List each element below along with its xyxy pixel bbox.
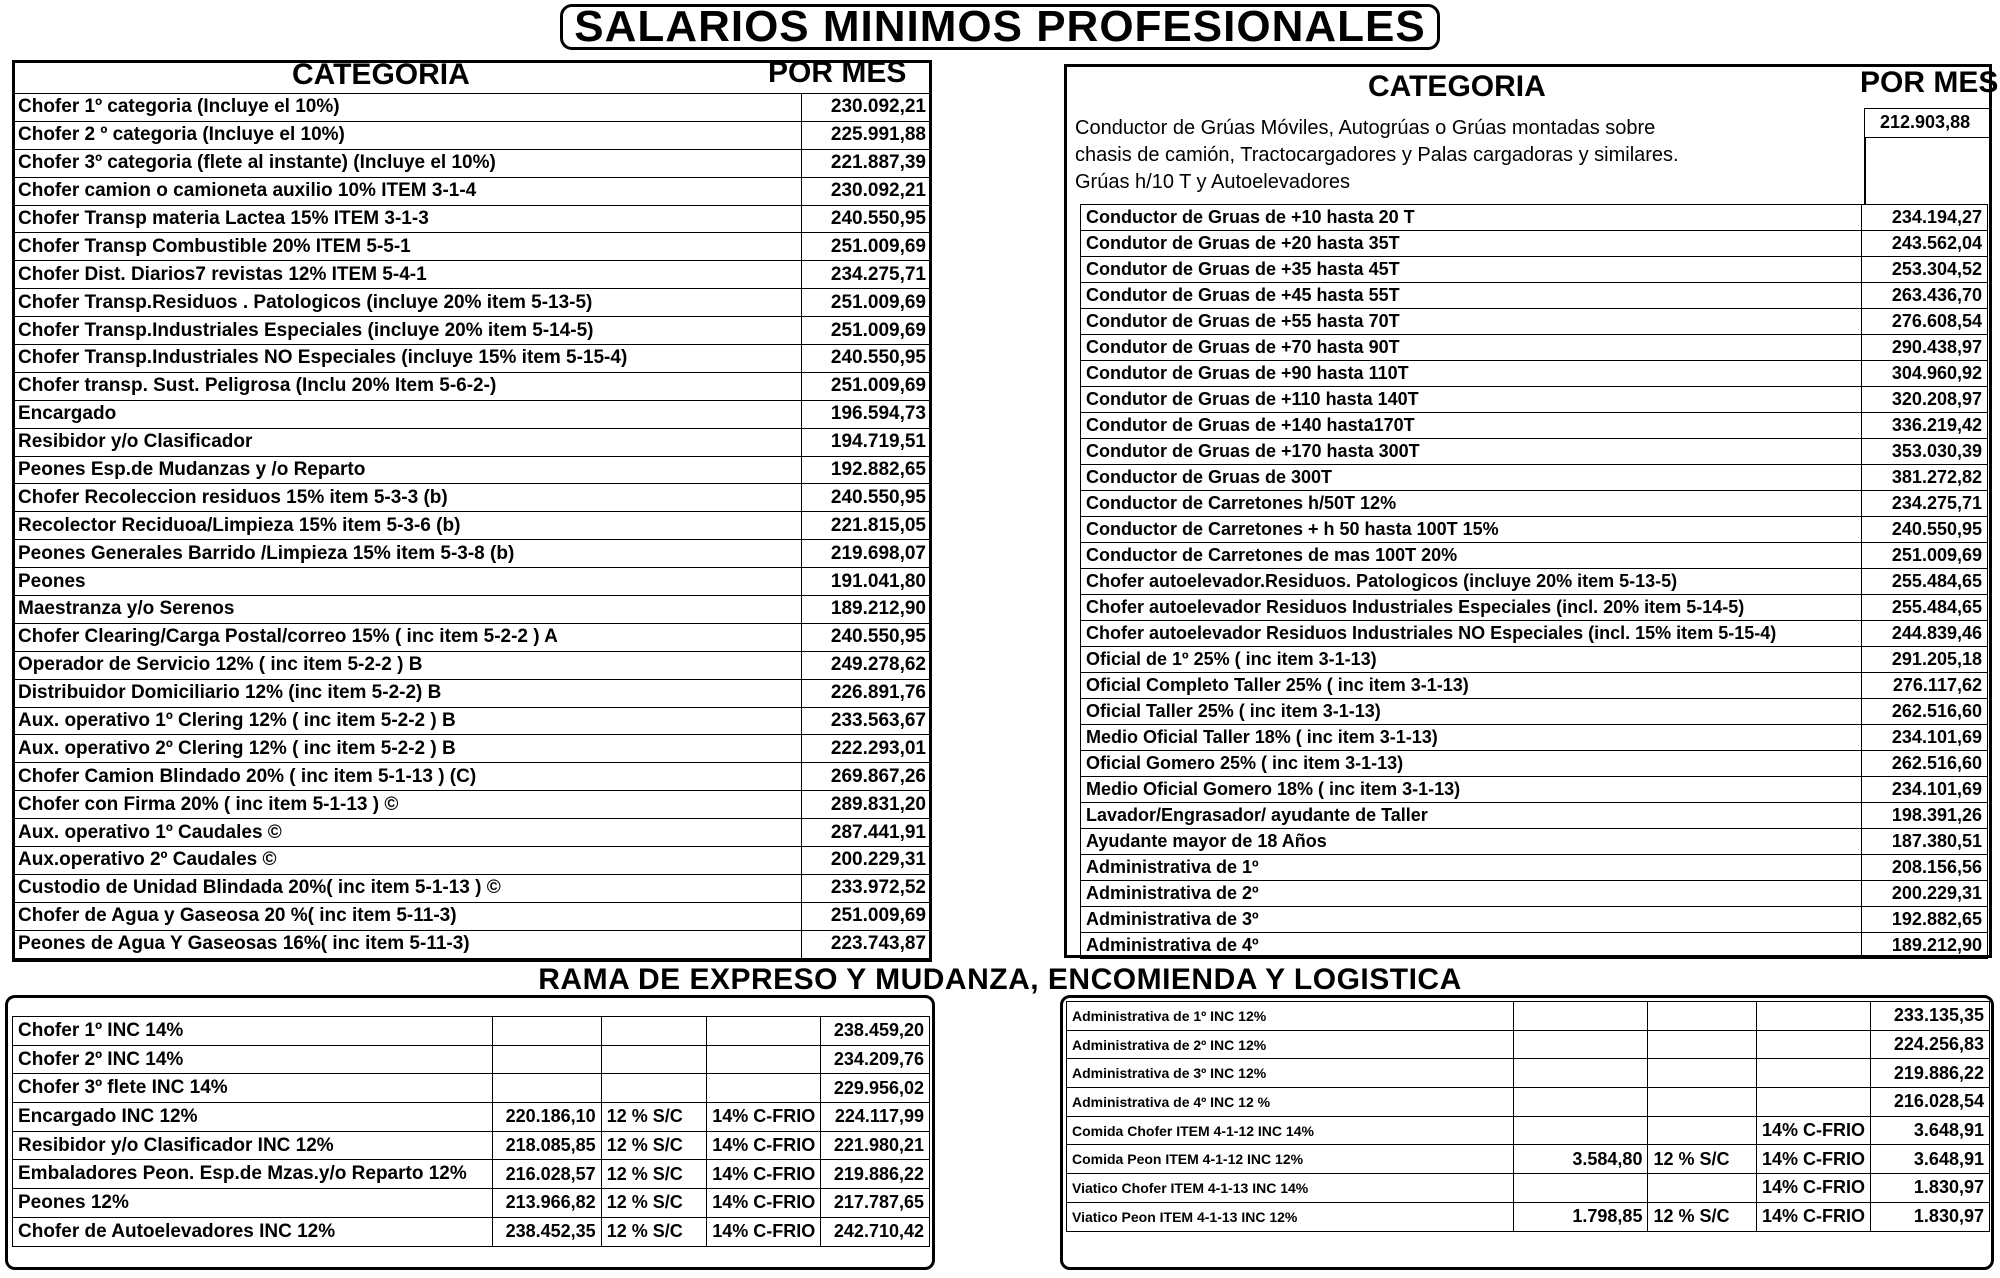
table-row — [13, 317, 932, 345]
table-row — [1081, 569, 1988, 595]
row-cfrio: 14% C-FRIO — [707, 1131, 821, 1160]
row-sc: 12 % S/C — [601, 1160, 707, 1189]
row-amount: 196.594,73 — [801, 400, 931, 428]
row-category: Chofer 2º INC 14% — [13, 1045, 493, 1074]
table-row — [13, 94, 932, 122]
row-amount: 269.867,26 — [801, 763, 931, 791]
row-category: Custodio de Unidad Blindada 20%( inc item 5-1-13 ) © — [13, 874, 802, 902]
row-category: Chofer 3º flete INC 14% — [13, 1074, 493, 1103]
row-amount: 221.980,21 — [821, 1131, 930, 1160]
left-salary-table — [12, 93, 932, 959]
table-row — [13, 791, 932, 819]
row-category: Embaladores Peon. Esp.de Mzas.y/o Reparto 12% — [13, 1160, 493, 1189]
row-amount: 191.041,80 — [801, 568, 931, 596]
row-amount: 224.256,83 — [1871, 1030, 1990, 1059]
row-cfrio — [1756, 1059, 1870, 1088]
row-amount: 219.886,22 — [821, 1160, 930, 1189]
row-category: Condutor de Gruas de +110 hasta 140T — [1081, 387, 1862, 413]
table-row — [13, 512, 932, 540]
row-sc — [1648, 1116, 1757, 1145]
page-title: SALARIOS MINIMOS PROFESIONALES — [560, 4, 1440, 50]
table-row — [1067, 1116, 1990, 1145]
table-row — [1067, 1174, 1990, 1203]
row-category: Chofer con Firma 20% ( inc item 5-1-13 ) © — [13, 791, 802, 819]
table-row — [13, 149, 932, 177]
row-amount: 230.092,21 — [801, 177, 931, 205]
row-category: Administrativa de 2º — [1081, 881, 1862, 907]
row-amount: 224.117,99 — [821, 1103, 930, 1132]
table-row — [1067, 1145, 1990, 1174]
table-row — [13, 874, 932, 902]
row-category: Aux.operativo 2º Caudales © — [13, 847, 802, 875]
row-category: Chofer Transp.Industriales NO Especiales (incluye 15% item 5-15-4) — [13, 345, 802, 373]
row-sc: 12 % S/C — [601, 1217, 707, 1246]
row-amount: 251.009,69 — [801, 289, 931, 317]
row-amount: 287.441,91 — [801, 819, 931, 847]
table-row — [13, 679, 932, 707]
row-cfrio: 14% C-FRIO — [707, 1189, 821, 1218]
row-amount: 233.135,35 — [1871, 1002, 1990, 1031]
table-row — [13, 428, 932, 456]
row-sc — [1648, 1002, 1757, 1031]
table-row — [13, 735, 932, 763]
table-row — [13, 289, 932, 317]
row-base: 218.085,85 — [492, 1131, 601, 1160]
row-amount: 187.380,51 — [1862, 829, 1988, 855]
row-category: Chofer 2 º categoria (Incluye el 10%) — [13, 121, 802, 149]
table-row — [1081, 231, 1988, 257]
table-row — [13, 568, 932, 596]
table-row — [13, 930, 932, 958]
row-category: Condutor de Gruas de +170 hasta 300T — [1081, 439, 1862, 465]
table-row — [1081, 543, 1988, 569]
row-cfrio: 14% C-FRIO — [1756, 1174, 1870, 1203]
row-category: Chofer 1º categoria (Incluye el 10%) — [13, 94, 802, 122]
table-row — [13, 456, 932, 484]
row-amount: 276.117,62 — [1862, 673, 1988, 699]
row-amount: 249.278,62 — [801, 651, 931, 679]
row-amount: 381.272,82 — [1862, 465, 1988, 491]
row-base — [492, 1017, 601, 1046]
row-amount: 320.208,97 — [1862, 387, 1988, 413]
row-sc: 12 % S/C — [1648, 1202, 1757, 1231]
table-row — [13, 819, 932, 847]
row-amount: 240.550,95 — [801, 205, 931, 233]
table-row — [1081, 361, 1988, 387]
section-subtitle: RAMA DE EXPRESO Y MUDANZA, ENCOMIENDA Y LOGISTICA — [538, 963, 1462, 996]
intro-line: chasis de camión, Tractocargadores y Palas cargadoras y similares. — [1075, 144, 1679, 166]
row-amount: 3.648,91 — [1871, 1116, 1990, 1145]
row-sc — [601, 1017, 707, 1046]
table-row — [1081, 491, 1988, 517]
intro-line: Grúas h/10 T y Autoelevadores — [1075, 171, 1350, 193]
row-amount: 253.304,52 — [1862, 257, 1988, 283]
row-cfrio: 14% C-FRIO — [1756, 1116, 1870, 1145]
table-row — [13, 372, 932, 400]
row-amount: 219.698,07 — [801, 540, 931, 568]
row-category: Condutor de Gruas de +140 hasta170T — [1081, 413, 1862, 439]
table-row — [1081, 673, 1988, 699]
table-row — [1081, 387, 1988, 413]
row-category: Chofer de Agua y Gaseosa 20 %( inc item 5-11-3) — [13, 902, 802, 930]
row-amount: 240.550,95 — [801, 345, 931, 373]
row-category: Administrativa de 3º INC 12% — [1067, 1059, 1514, 1088]
row-category: Conductor de Gruas de 300T — [1081, 465, 1862, 491]
table-row — [13, 623, 932, 651]
table-row — [13, 596, 932, 624]
table-row — [13, 484, 932, 512]
row-category: Medio Oficial Taller 18% ( inc item 3-1-13) — [1081, 725, 1862, 751]
row-amount: 353.030,39 — [1862, 439, 1988, 465]
table-row — [13, 1074, 930, 1103]
row-category: Peones 12% — [13, 1189, 493, 1218]
row-category: Chofer Dist. Diarios7 revistas 12% ITEM 5-4-1 — [13, 261, 802, 289]
table-row — [1081, 725, 1988, 751]
row-category: Aux. operativo 1º Caudales © — [13, 819, 802, 847]
table-row — [13, 1103, 930, 1132]
row-category: Chofer Transp.Residuos . Patologicos (incluye 20% item 5-13-5) — [13, 289, 802, 317]
row-cfrio — [1756, 1088, 1870, 1117]
intro-line: Conductor de Grúas Móviles, Autogrúas o Grúas montadas sobre — [1075, 117, 1656, 139]
table-row — [1081, 439, 1988, 465]
table-row — [13, 707, 932, 735]
bottom-right-table — [1066, 1001, 1990, 1232]
row-category: Oficial Completo Taller 25% ( inc item 3-1-13) — [1081, 673, 1862, 699]
row-category: Condutor de Gruas de +45 hasta 55T — [1081, 283, 1862, 309]
row-amount: 234.194,27 — [1862, 205, 1988, 231]
row-amount: 336.219,42 — [1862, 413, 1988, 439]
row-category: Distribuidor Domiciliario 12% (inc item 5-2-2) B — [13, 679, 802, 707]
row-amount: 200.229,31 — [1862, 881, 1988, 907]
row-base — [1513, 1174, 1648, 1203]
row-category: Chofer Camion Blindado 20% ( inc item 5-1-13 ) (C) — [13, 763, 802, 791]
bottom-left-table — [12, 1016, 930, 1247]
table-row — [1067, 1002, 1990, 1031]
row-category: Chofer Recoleccion residuos 15% item 5-3-3 (b) — [13, 484, 802, 512]
row-amount: 221.815,05 — [801, 512, 931, 540]
row-category: Chofer transp. Sust. Peligrosa (Inclu 20% Item 5-6-2-) — [13, 372, 802, 400]
row-sc — [1648, 1174, 1757, 1203]
row-amount: 242.710,42 — [821, 1217, 930, 1246]
row-category: Administrativa de 4º INC 12 % — [1067, 1088, 1514, 1117]
row-amount: 234.275,71 — [801, 261, 931, 289]
table-row — [1081, 803, 1988, 829]
row-amount: 234.101,69 — [1862, 777, 1988, 803]
row-category: Viatico Chofer ITEM 4-1-13 INC 14% — [1067, 1174, 1514, 1203]
row-sc: 12 % S/C — [1648, 1145, 1757, 1174]
row-category: Ayudante mayor de 18 Años — [1081, 829, 1862, 855]
row-category: Encargado — [13, 400, 802, 428]
row-base — [1513, 1059, 1648, 1088]
row-base: 3.584,80 — [1513, 1145, 1648, 1174]
row-amount: 262.516,60 — [1862, 751, 1988, 777]
row-amount: 289.831,20 — [801, 791, 931, 819]
table-row — [13, 540, 932, 568]
table-row — [1081, 205, 1988, 231]
row-base — [1513, 1002, 1648, 1031]
row-base — [1513, 1116, 1648, 1145]
table-row — [1081, 933, 1988, 959]
row-category: Condutor de Gruas de +35 hasta 45T — [1081, 257, 1862, 283]
row-amount: 229.956,02 — [821, 1074, 930, 1103]
row-base — [492, 1074, 601, 1103]
row-sc — [1648, 1030, 1757, 1059]
table-row — [1081, 829, 1988, 855]
row-category: Resibidor y/o Clasificador — [13, 428, 802, 456]
row-amount: 255.484,65 — [1862, 595, 1988, 621]
row-base: 220.186,10 — [492, 1103, 601, 1132]
row-amount: 221.887,39 — [801, 149, 931, 177]
row-amount: 200.229,31 — [801, 847, 931, 875]
row-base: 216.028,57 — [492, 1160, 601, 1189]
table-row — [1081, 413, 1988, 439]
row-amount: 291.205,18 — [1862, 647, 1988, 673]
table-row — [1067, 1202, 1990, 1231]
row-category: Chofer autoelevador Residuos Industriales Especiales (incl. 20% item 5-14-5) — [1081, 595, 1862, 621]
table-row — [13, 847, 932, 875]
table-row — [1081, 465, 1988, 491]
table-row — [13, 205, 932, 233]
row-amount: 233.563,67 — [801, 707, 931, 735]
table-row — [13, 763, 932, 791]
table-row — [13, 902, 932, 930]
row-category: Peones Generales Barrido /Limpieza 15% item 5-3-8 (b) — [13, 540, 802, 568]
row-category: Administrativa de 3º — [1081, 907, 1862, 933]
right-header-month: POR MES — [1860, 66, 1999, 99]
table-row — [13, 1045, 930, 1074]
row-category: Chofer camion o camioneta auxilio 10% ITEM 3-1-4 — [13, 177, 802, 205]
row-amount: 223.743,87 — [801, 930, 931, 958]
table-row — [1081, 647, 1988, 673]
row-base: 238.452,35 — [492, 1217, 601, 1246]
right-intro-value: 212.903,88 — [1880, 112, 1971, 132]
row-amount: 240.550,95 — [801, 623, 931, 651]
left-header-category: CATEGORIA — [292, 58, 470, 91]
table-row — [1067, 1030, 1990, 1059]
row-amount: 233.972,52 — [801, 874, 931, 902]
row-amount: 192.882,65 — [1862, 907, 1988, 933]
row-category: Oficial de 1º 25% ( inc item 3-1-13) — [1081, 647, 1862, 673]
row-sc: 12 % S/C — [601, 1103, 707, 1132]
row-category: Maestranza y/o Serenos — [13, 596, 802, 624]
table-row — [1081, 699, 1988, 725]
row-category: Chofer Transp.Industriales Especiales (incluye 20% item 5-14-5) — [13, 317, 802, 345]
row-category: Condutor de Gruas de +55 hasta 70T — [1081, 309, 1862, 335]
row-category: Operador de Servicio 12% ( inc item 5-2-2 ) B — [13, 651, 802, 679]
table-row — [13, 233, 932, 261]
row-cfrio: 14% C-FRIO — [1756, 1202, 1870, 1231]
row-cfrio: 14% C-FRIO — [707, 1217, 821, 1246]
row-amount: 251.009,69 — [801, 372, 931, 400]
row-category: Chofer Clearing/Carga Postal/correo 15% ( inc item 5-2-2 ) A — [13, 623, 802, 651]
right-intro-divider — [1864, 138, 1866, 204]
right-salary-table — [1080, 204, 1988, 959]
table-row — [13, 651, 932, 679]
row-category: Aux. operativo 2º Clering 12% ( inc item 5-2-2 ) B — [13, 735, 802, 763]
row-category: Comida Chofer ITEM 4-1-12 INC 14% — [1067, 1116, 1514, 1145]
row-category: Administrativa de 4º — [1081, 933, 1862, 959]
row-amount: 276.608,54 — [1862, 309, 1988, 335]
row-amount: 263.436,70 — [1862, 283, 1988, 309]
row-amount: 230.092,21 — [801, 94, 931, 122]
row-category: Peones de Agua Y Gaseosas 16%( inc item 5-11-3) — [13, 930, 802, 958]
row-base — [1513, 1030, 1648, 1059]
row-amount: 216.028,54 — [1871, 1088, 1990, 1117]
row-sc: 12 % S/C — [601, 1131, 707, 1160]
table-row — [1081, 283, 1988, 309]
row-category: Oficial Taller 25% ( inc item 3-1-13) — [1081, 699, 1862, 725]
row-category: Chofer autoelevador Residuos Industriales NO Especiales (incl. 15% item 5-15-4) — [1081, 621, 1862, 647]
row-amount: 225.991,88 — [801, 121, 931, 149]
row-category: Administrativa de 1º — [1081, 855, 1862, 881]
row-category: Conductor de Carretones + h 50 hasta 100T 15% — [1081, 517, 1862, 543]
row-amount: 189.212,90 — [801, 596, 931, 624]
row-amount: 194.719,51 — [801, 428, 931, 456]
row-amount: 290.438,97 — [1862, 335, 1988, 361]
row-cfrio: 14% C-FRIO — [1756, 1145, 1870, 1174]
row-category: Chofer 3º categoria (flete al instante) (Incluye el 10%) — [13, 149, 802, 177]
row-category: Lavador/Engrasador/ ayudante de Taller — [1081, 803, 1862, 829]
table-row — [13, 1017, 930, 1046]
table-row — [1081, 309, 1988, 335]
row-category: Chofer Transp materia Lactea 15% ITEM 3-1-3 — [13, 205, 802, 233]
row-amount: 1.830,97 — [1871, 1202, 1990, 1231]
table-row — [1081, 595, 1988, 621]
row-cfrio: 14% C-FRIO — [707, 1160, 821, 1189]
row-category: Conductor de Carretones h/50T 12% — [1081, 491, 1862, 517]
row-amount: 251.009,69 — [1862, 543, 1988, 569]
row-amount: 240.550,95 — [801, 484, 931, 512]
table-row — [1081, 881, 1988, 907]
table-row — [13, 1189, 930, 1218]
row-category: Chofer de Autoelevadores INC 12% — [13, 1217, 493, 1246]
row-category: Peones — [13, 568, 802, 596]
row-cfrio — [707, 1074, 821, 1103]
row-category: Viatico Peon ITEM 4-1-13 INC 12% — [1067, 1202, 1514, 1231]
row-category: Condutor de Gruas de +20 hasta 35T — [1081, 231, 1862, 257]
row-amount: 217.787,65 — [821, 1189, 930, 1218]
row-amount: 208.156,56 — [1862, 855, 1988, 881]
table-row — [13, 1160, 930, 1189]
row-sc — [601, 1074, 707, 1103]
table-row — [13, 1131, 930, 1160]
row-category: Comida Peon ITEM 4-1-12 INC 12% — [1067, 1145, 1514, 1174]
row-sc — [1648, 1059, 1757, 1088]
table-row — [13, 261, 932, 289]
row-amount: 1.830,97 — [1871, 1174, 1990, 1203]
table-row — [1081, 751, 1988, 777]
row-category: Administrativa de 1º INC 12% — [1067, 1002, 1514, 1031]
row-category: Chofer 1º INC 14% — [13, 1017, 493, 1046]
row-amount: 3.648,91 — [1871, 1145, 1990, 1174]
row-category: Aux. operativo 1º Clering 12% ( inc item 5-2-2 ) B — [13, 707, 802, 735]
row-category: Conductor de Carretones de mas 100T 20% — [1081, 543, 1862, 569]
row-amount: 189.212,90 — [1862, 933, 1988, 959]
table-row — [1081, 517, 1988, 543]
row-category: Encargado INC 12% — [13, 1103, 493, 1132]
row-amount: 255.484,65 — [1862, 569, 1988, 595]
table-row — [1081, 855, 1988, 881]
row-category: Chofer autoelevador.Residuos. Patologicos (incluye 20% item 5-13-5) — [1081, 569, 1862, 595]
table-row — [1081, 907, 1988, 933]
row-cfrio — [1756, 1030, 1870, 1059]
row-base — [492, 1045, 601, 1074]
row-amount: 240.550,95 — [1862, 517, 1988, 543]
table-row — [1081, 621, 1988, 647]
row-amount: 219.886,22 — [1871, 1059, 1990, 1088]
row-category: Oficial Gomero 25% ( inc item 3-1-13) — [1081, 751, 1862, 777]
right-header-category: CATEGORIA — [1368, 70, 1546, 103]
row-amount: 234.101,69 — [1862, 725, 1988, 751]
right-intro-text — [1075, 115, 1679, 196]
row-sc: 12 % S/C — [601, 1189, 707, 1218]
row-amount: 251.009,69 — [801, 233, 931, 261]
row-amount: 222.293,01 — [801, 735, 931, 763]
row-amount: 244.839,46 — [1862, 621, 1988, 647]
row-amount: 251.009,69 — [801, 902, 931, 930]
left-header-month: POR MES — [768, 56, 907, 89]
row-amount: 192.882,65 — [801, 456, 931, 484]
table-row — [1081, 257, 1988, 283]
row-cfrio: 14% C-FRIO — [707, 1103, 821, 1132]
row-base — [1513, 1088, 1648, 1117]
table-row — [1067, 1088, 1990, 1117]
table-row — [1081, 335, 1988, 361]
row-amount: 243.562,04 — [1862, 231, 1988, 257]
row-cfrio — [707, 1045, 821, 1074]
row-amount: 251.009,69 — [801, 317, 931, 345]
row-sc — [601, 1045, 707, 1074]
row-sc — [1648, 1088, 1757, 1117]
row-category: Condutor de Gruas de +70 hasta 90T — [1081, 335, 1862, 361]
row-category: Condutor de Gruas de +90 hasta 110T — [1081, 361, 1862, 387]
row-amount: 234.275,71 — [1862, 491, 1988, 517]
row-base: 213.966,82 — [492, 1189, 601, 1218]
row-category: Peones Esp.de Mudanzas y /o Reparto — [13, 456, 802, 484]
row-amount: 198.391,26 — [1862, 803, 1988, 829]
row-category: Resibidor y/o Clasificador INC 12% — [13, 1131, 493, 1160]
table-row — [13, 400, 932, 428]
row-cfrio — [707, 1017, 821, 1046]
table-row — [13, 1217, 930, 1246]
row-amount: 262.516,60 — [1862, 699, 1988, 725]
row-category: Chofer Transp Combustible 20% ITEM 5-5-1 — [13, 233, 802, 261]
table-row — [13, 121, 932, 149]
row-amount: 234.209,76 — [821, 1045, 930, 1074]
table-row — [13, 345, 932, 373]
row-category: Administrativa de 2º INC 12% — [1067, 1030, 1514, 1059]
row-amount: 238.459,20 — [821, 1017, 930, 1046]
table-row — [1081, 777, 1988, 803]
table-row — [13, 177, 932, 205]
row-amount: 304.960,92 — [1862, 361, 1988, 387]
row-base: 1.798,85 — [1513, 1202, 1648, 1231]
row-category: Recolector Reciduoa/Limpieza 15% item 5-3-6 (b) — [13, 512, 802, 540]
row-category: Medio Oficial Gomero 18% ( inc item 3-1-13) — [1081, 777, 1862, 803]
row-category: Conductor de Gruas de +10 hasta 20 T — [1081, 205, 1862, 231]
row-cfrio — [1756, 1002, 1870, 1031]
table-row — [1067, 1059, 1990, 1088]
row-amount: 226.891,76 — [801, 679, 931, 707]
